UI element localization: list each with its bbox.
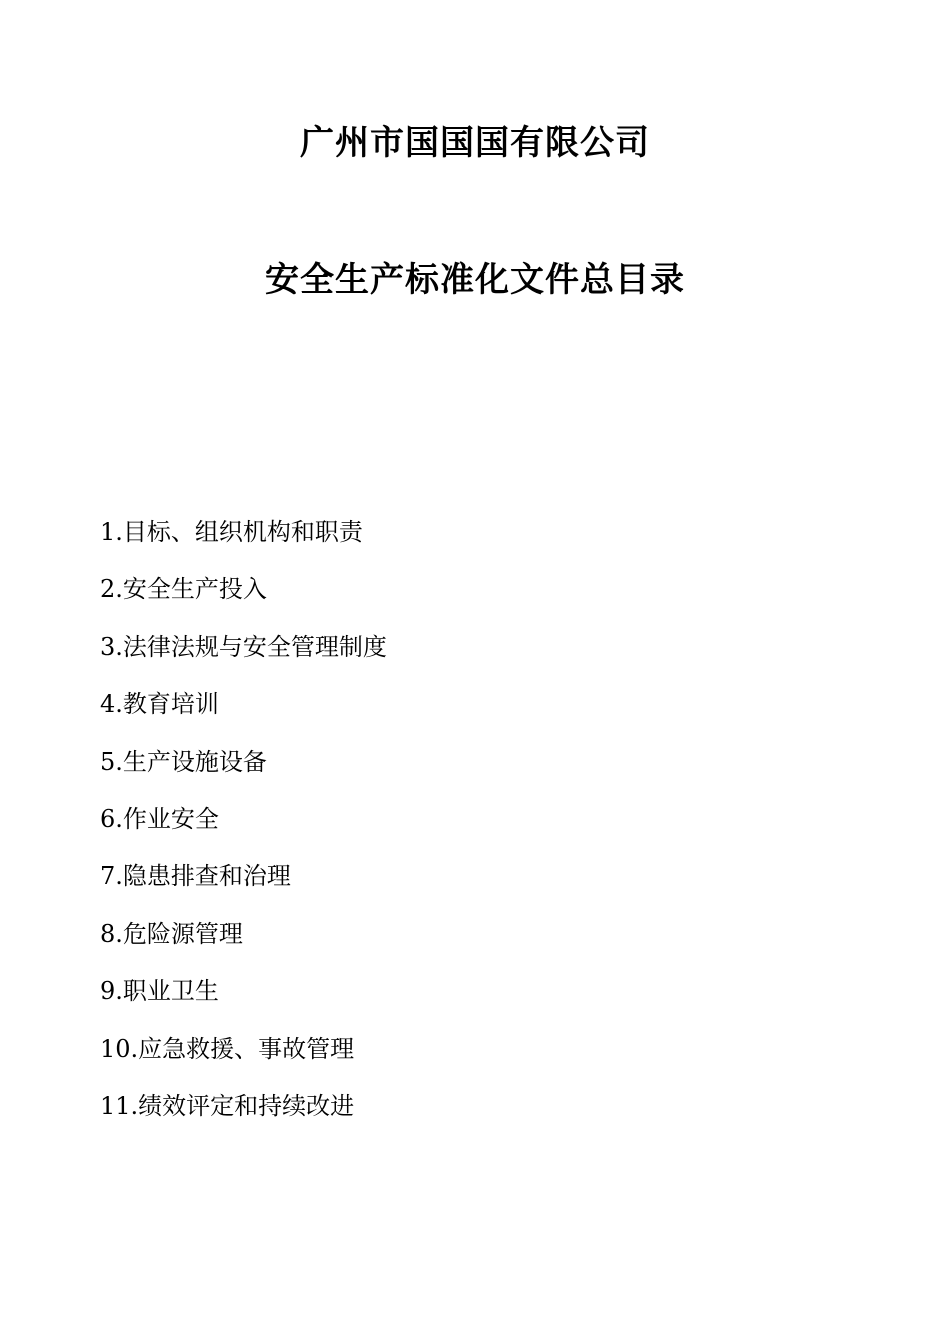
table-of-contents xyxy=(100,513,387,1144)
toc-item-9: 9.职业卫生 xyxy=(100,977,219,1006)
toc-item-8: 8.危险源管理 xyxy=(100,919,243,948)
toc-item-11: 11.绩效评定和持续改进 xyxy=(100,1091,355,1120)
toc-item-10: 10.应急救援、事故管理 xyxy=(100,1034,355,1063)
toc-item-4: 4.教育培训 xyxy=(100,690,219,719)
toc-item-6: 6.作业安全 xyxy=(100,804,219,833)
toc-item-2: 2.安全生产投入 xyxy=(100,575,267,604)
toc-item-7: 7.隐患排查和治理 xyxy=(100,862,291,891)
toc-item-3: 3.法律法规与安全管理制度 xyxy=(100,632,387,661)
toc-item-1: 1.目标、组织机构和职责 xyxy=(100,518,363,546)
toc-item-5: 5.生产设施设备 xyxy=(100,747,267,776)
company-name: 广州市国国国有限公司 xyxy=(300,123,650,163)
document-title: 安全生产标准化文件总目录 xyxy=(265,260,685,300)
